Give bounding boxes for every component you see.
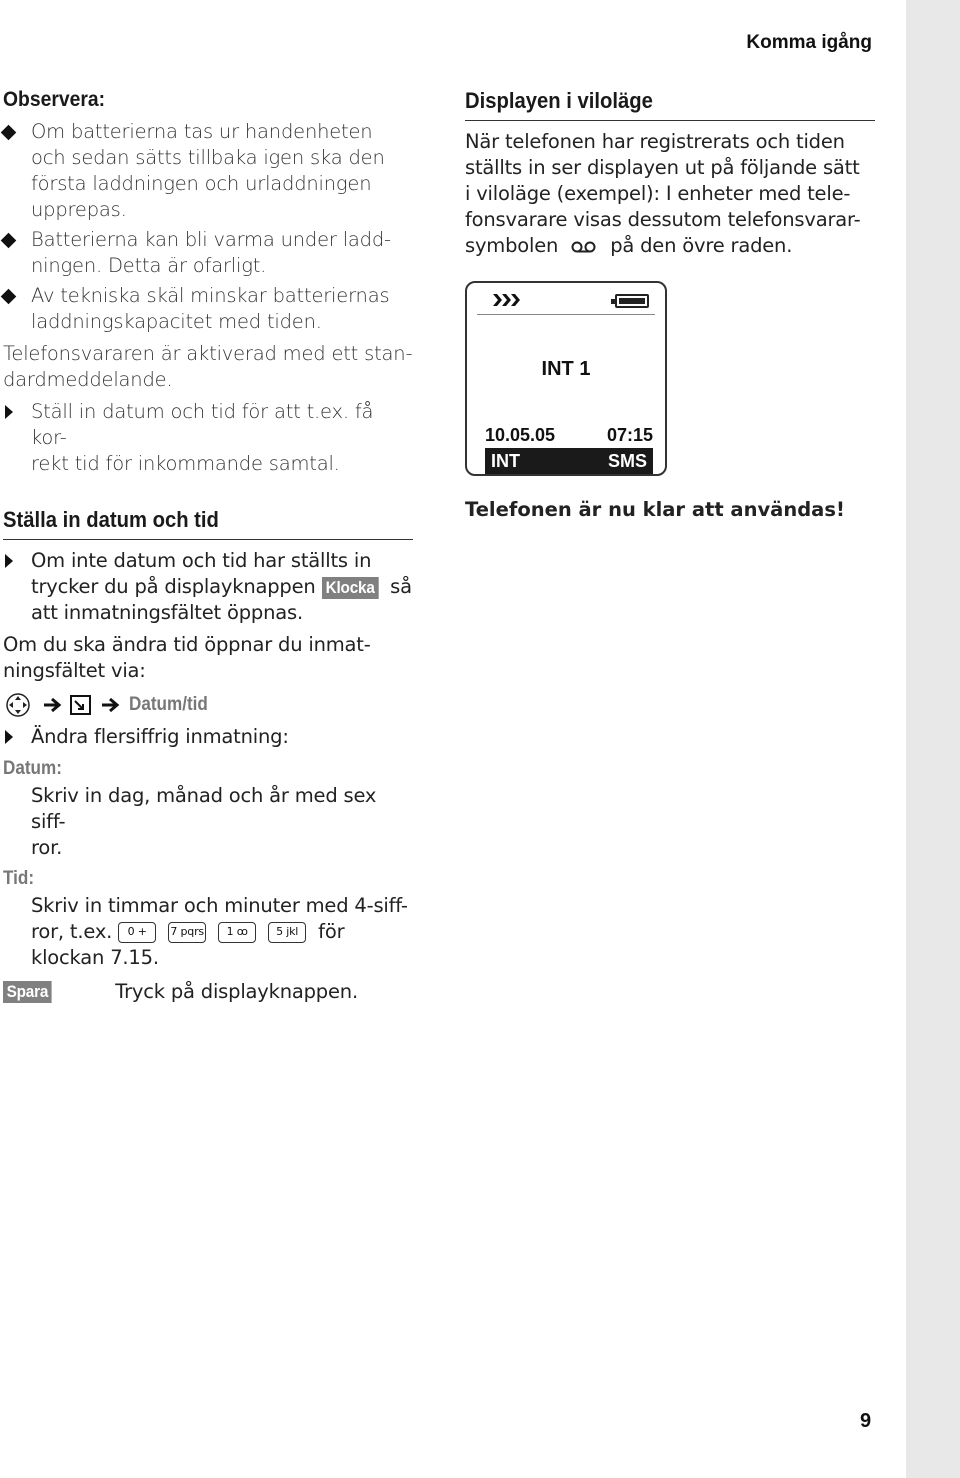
signal-strength-icon xyxy=(491,293,525,307)
step-arrow-icon xyxy=(5,554,13,568)
navigation-key-icon xyxy=(3,692,33,718)
page-number: 9 xyxy=(860,1410,872,1432)
display-divider xyxy=(477,314,655,315)
menu-path xyxy=(3,692,413,718)
text-line: ningsfältet via: xyxy=(3,659,146,682)
idle-description xyxy=(465,129,875,259)
text-fragment: ror, t.ex. xyxy=(31,920,113,943)
bullet-item xyxy=(3,227,413,279)
key-0-icon: 0 + xyxy=(118,922,156,943)
text-fragment: på den övre raden. xyxy=(610,234,793,257)
text-fragment: Tryck på displayknappen. xyxy=(115,980,358,1003)
text-line xyxy=(31,574,413,600)
left-column xyxy=(3,88,413,1005)
observe-bullets xyxy=(3,119,413,335)
step-item xyxy=(3,548,413,626)
section-heading: Ställa in datum och tid xyxy=(3,507,219,532)
text-line: laddningskapacitet med tiden. xyxy=(31,310,322,333)
key-7-icon: 7 pqrs xyxy=(168,922,206,943)
text-line: Av tekniska skäl minskar batteriernas xyxy=(31,284,390,307)
change-instructions xyxy=(3,632,413,684)
observe-heading: Observera: xyxy=(3,88,106,111)
bullet-item xyxy=(3,119,413,223)
display-screen xyxy=(477,290,655,470)
int-softkey: INT xyxy=(491,450,520,471)
voicemail-icon xyxy=(570,240,598,254)
diamond-bullet-icon xyxy=(1,289,17,305)
chapter-header: Komma igång xyxy=(746,32,872,53)
step-item xyxy=(3,399,413,477)
arrow-right-icon xyxy=(99,695,125,715)
handset-display xyxy=(465,281,667,476)
text-line: Skriv in dag, månad och år med sex siff- xyxy=(31,784,377,833)
time-instructions xyxy=(3,893,413,971)
save-softkey: Spara xyxy=(3,981,52,1003)
diamond-bullet-icon xyxy=(1,233,17,249)
time-field-label xyxy=(3,868,413,890)
diamond-bullet-icon xyxy=(1,125,17,141)
text-line: När telefonen har registrerats och tiden xyxy=(465,130,845,153)
key-5-icon: 5 jkl xyxy=(268,922,306,943)
text-line: rekt tid för inkommande samtal. xyxy=(31,452,340,475)
ready-message: Telefonen är nu klar att användas! xyxy=(465,498,845,521)
text-line: fonsvarare visas dessutom telefonsvarar- xyxy=(465,208,861,231)
date-field-label xyxy=(3,758,413,780)
text-line xyxy=(31,919,413,945)
text-line: upprepas. xyxy=(31,198,127,221)
field-label: Tid: xyxy=(3,868,35,889)
internal-name: INT 1 xyxy=(541,358,591,380)
clock-softkey: Klocka xyxy=(322,577,378,599)
text-line xyxy=(465,233,875,259)
text-line: att inmatningsfältet öppnas. xyxy=(31,601,303,624)
text-line: ror. xyxy=(31,836,63,859)
text-line: ställts in ser displayen ut på följande sätt xyxy=(465,156,860,179)
text-line: Om inte datum och tid har ställts in xyxy=(31,549,372,572)
key-1-icon: 1 ꝏ xyxy=(218,922,256,943)
date-time-row xyxy=(485,425,653,446)
menu-item-datum-tid: Datum/tid xyxy=(129,694,208,715)
right-column xyxy=(465,88,875,259)
text-line: Telefonsvararen är aktiverad med ett stan- xyxy=(3,342,413,365)
heading-rule xyxy=(465,120,875,121)
text-line: i viloläge (exempel): I enheter med tele- xyxy=(465,182,851,205)
bullet-item xyxy=(3,283,413,335)
text-line: Batterierna kan bli varma under ladd- xyxy=(31,228,391,251)
text-line: Om batterierna tas ur handenheten xyxy=(31,120,373,143)
text-line: Om du ska ändra tid öppnar du inmat- xyxy=(3,633,371,656)
section-heading: Displayen i viloläge xyxy=(465,88,653,113)
text-fragment: för xyxy=(318,920,345,943)
text-line: dardmeddelande. xyxy=(3,368,173,391)
display-time: 07:15 xyxy=(606,425,653,445)
save-instruction xyxy=(3,979,413,1005)
heading-rule xyxy=(3,539,413,540)
field-label: Datum: xyxy=(3,758,62,779)
arrow-right-icon xyxy=(41,695,67,715)
text-line: ningen. Detta är ofarligt. xyxy=(31,254,267,277)
softkey-bar xyxy=(485,448,653,474)
text-fragment: trycker du på displayknappen xyxy=(31,575,316,598)
step-arrow-icon xyxy=(5,730,13,744)
battery-icon xyxy=(615,294,649,308)
text-line: klockan 7.15. xyxy=(31,946,159,969)
sms-softkey: SMS xyxy=(607,450,647,471)
page-side-tab xyxy=(906,0,960,1478)
display-date: 10.05.05 xyxy=(485,425,556,445)
settings-menu-icon xyxy=(69,694,93,716)
text-line: Ställ in datum och tid för att t.ex. få kor- xyxy=(31,400,374,449)
text-fragment: så xyxy=(390,575,412,598)
text-line: och sedan sätts tillbaka igen ska den xyxy=(31,146,385,169)
answering-machine-note xyxy=(3,341,413,393)
set-datetime-section xyxy=(3,507,413,1005)
text-line: Skriv in timmar och minuter med 4-siff- xyxy=(31,894,408,917)
text-line: första laddningen och urladdningen xyxy=(31,172,372,195)
date-instructions xyxy=(3,783,413,861)
step-arrow-icon xyxy=(5,405,13,419)
step-item xyxy=(3,724,413,750)
text-line: Ändra flersiffrig inmatning: xyxy=(31,725,289,748)
text-fragment: symbolen xyxy=(465,234,559,257)
